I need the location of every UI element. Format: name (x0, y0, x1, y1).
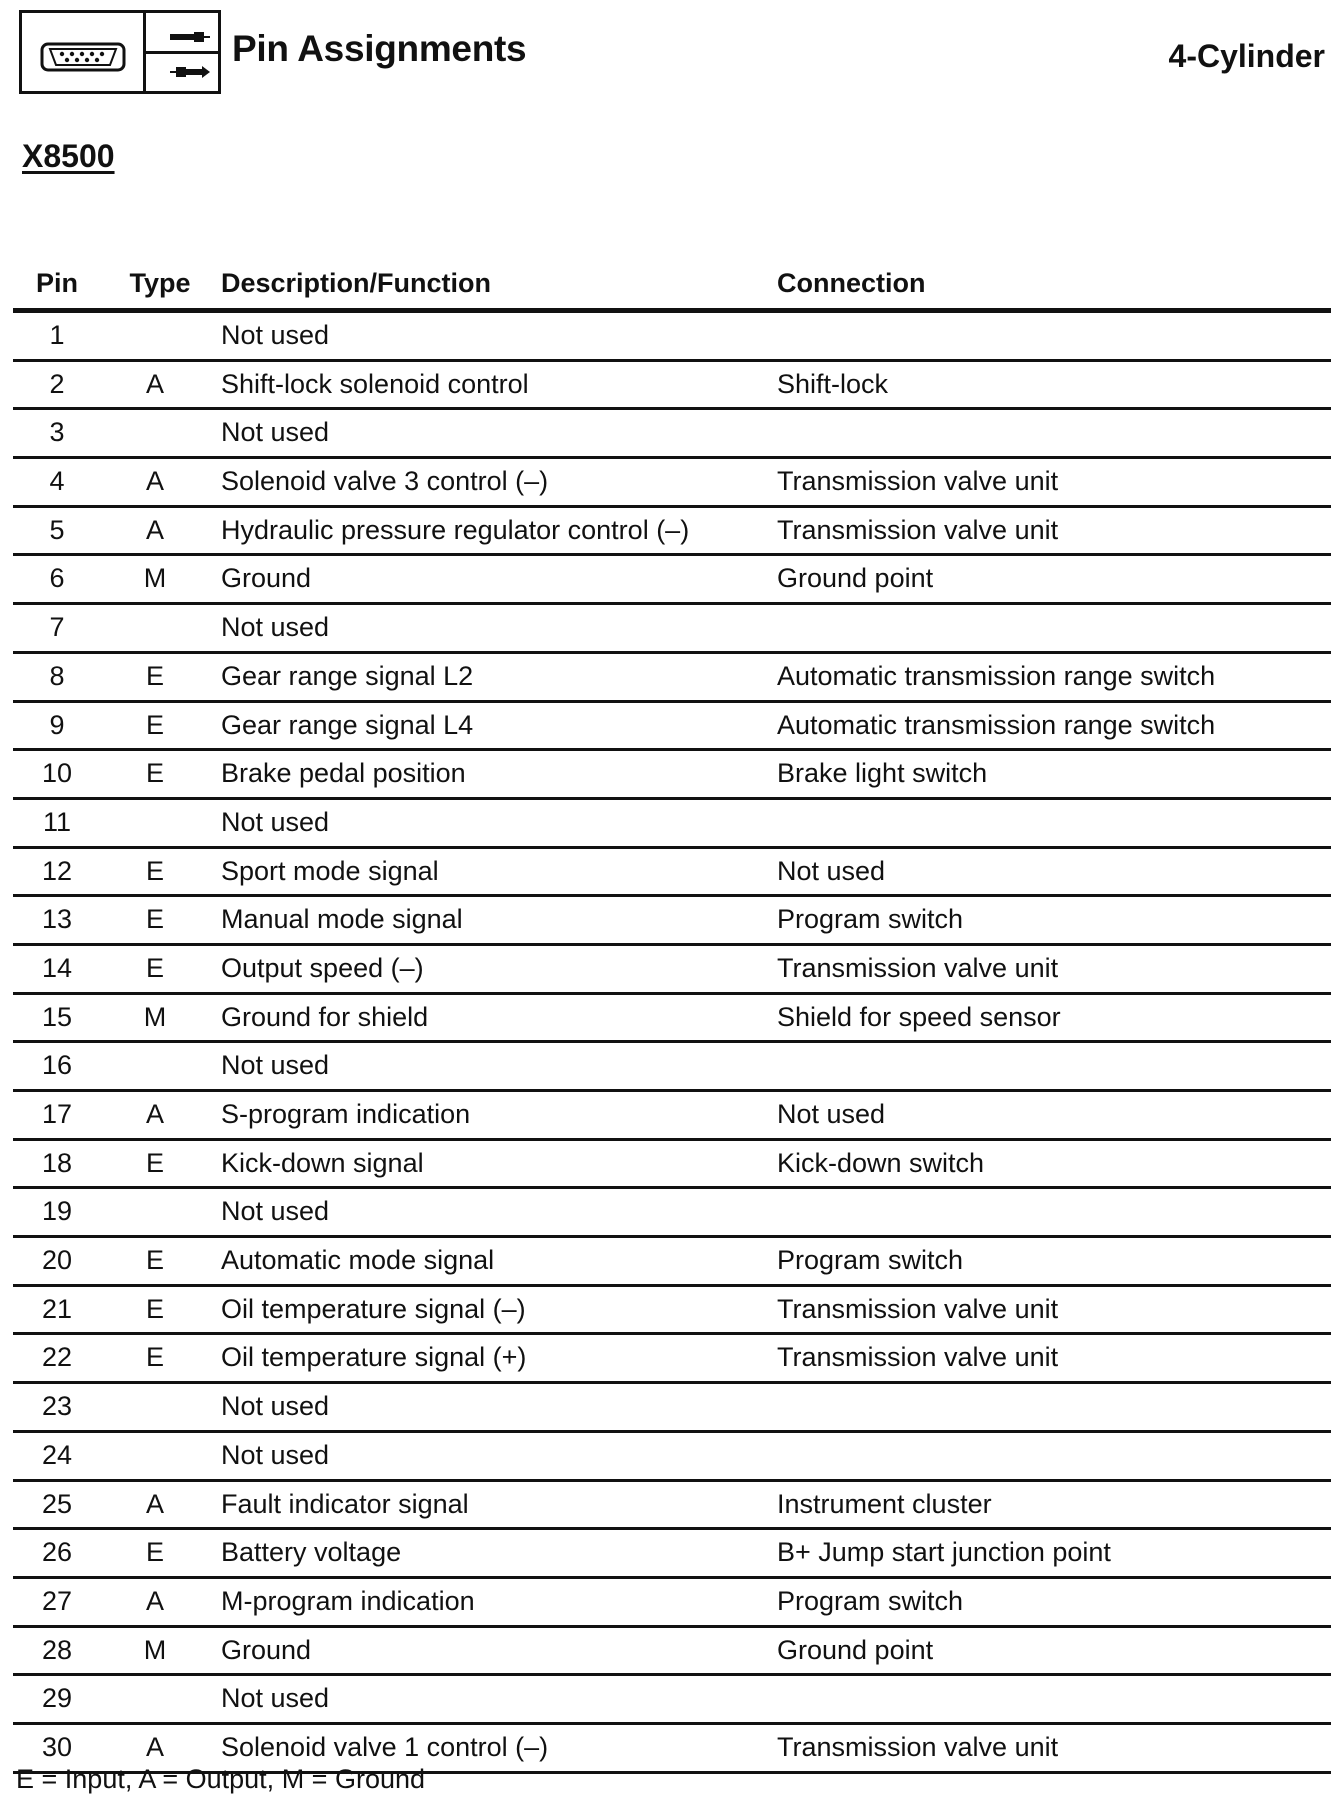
pin-cell: 28 (41, 1634, 73, 1665)
table-row (13, 703, 1331, 752)
table-row (13, 1384, 1331, 1433)
table-row (13, 1676, 1331, 1725)
pin-cell: 30 (41, 1731, 73, 1762)
table-row (13, 1141, 1331, 1190)
connection-cell: Transmission valve unit (777, 466, 1059, 497)
connection-cell: Ground point (777, 1634, 934, 1665)
pin-cell: 15 (41, 1001, 73, 1032)
description-cell: Output speed (–) (221, 952, 424, 983)
type-cell: A (145, 1099, 164, 1129)
type-cell: M (143, 563, 167, 594)
description-cell: Not used (221, 417, 330, 448)
table-row (13, 556, 1331, 605)
table-row (13, 897, 1331, 946)
type-cell: E (145, 855, 164, 886)
type-cell: E (145, 952, 164, 983)
table-row (13, 1189, 1331, 1238)
description-cell: Ground for shield (221, 1001, 429, 1032)
table-row (13, 946, 1331, 995)
pin-cell: 19 (41, 1196, 73, 1227)
pin-cell: 5 (49, 514, 65, 545)
table-row (13, 1628, 1331, 1677)
connection-cell: Ground point (777, 563, 934, 594)
description-cell: Battery voltage (221, 1537, 402, 1568)
type-cell: A (145, 466, 164, 497)
table-row (13, 1043, 1331, 1092)
pin-cell: 1 (49, 320, 65, 350)
type-cell: A (145, 1488, 164, 1519)
pin-cell: 4 (49, 466, 65, 497)
description-cell: Not used (221, 1050, 330, 1081)
connection-cell: Automatic transmission range switch (777, 709, 1216, 740)
table-row (13, 410, 1331, 459)
table-row (13, 849, 1331, 898)
type-cell: E (145, 1537, 164, 1568)
type-cell: A (145, 368, 164, 399)
pin-cell: 8 (49, 660, 65, 691)
page-title: Pin Assignments (232, 28, 527, 69)
connection-cell: Brake light switch (777, 758, 988, 789)
pin-cell: 23 (41, 1391, 73, 1422)
pin-cell: 9 (49, 709, 65, 740)
type-cell: E (145, 1245, 164, 1276)
connection-cell: B+ Jump start junction point (777, 1537, 1111, 1568)
pin-cell: 10 (41, 758, 73, 789)
connection-cell: Instrument cluster (777, 1488, 992, 1519)
pin-cell: 6 (49, 563, 65, 594)
pin-cell: 24 (41, 1439, 73, 1470)
description-cell: Not used (221, 1439, 330, 1470)
type-cell: A (145, 514, 164, 545)
type-cell: E (145, 1293, 164, 1324)
pin-cell: 7 (49, 612, 65, 643)
description-cell: Manual mode signal (221, 904, 463, 935)
engine-label: 4-Cylinder (1168, 38, 1325, 74)
description-cell: Hydraulic pressure regulator control (–) (221, 514, 690, 545)
table-row (13, 508, 1331, 557)
type-cell: E (145, 904, 164, 935)
connection-cell: Transmission valve unit (777, 1342, 1059, 1373)
description-cell: M-program indication (221, 1585, 475, 1616)
pin-cell: 26 (41, 1537, 73, 1568)
description-cell: Solenoid valve 1 control (–) (221, 1731, 549, 1762)
type-cell: A (145, 1731, 164, 1762)
description-cell: Fault indicator signal (221, 1488, 469, 1519)
arrow-out-icon (170, 29, 210, 45)
arrow-in-icon (170, 64, 210, 80)
table-row (13, 1579, 1331, 1628)
connector-icon (38, 40, 128, 74)
table-row (13, 1287, 1331, 1336)
description-cell: Sport mode signal (221, 855, 439, 886)
table-row (13, 313, 1331, 362)
description-cell: Not used (221, 1196, 330, 1227)
type-cell: E (145, 1147, 164, 1178)
pin-cell: 16 (41, 1050, 73, 1081)
connection-cell: Shield for speed sensor (777, 1001, 1061, 1032)
pin-cell: 20 (41, 1245, 73, 1276)
description-cell: Oil temperature signal (+) (221, 1342, 527, 1373)
table-row (13, 1335, 1331, 1384)
pin-cell: 27 (41, 1585, 73, 1616)
description-cell: Not used (221, 612, 330, 643)
type-cell: M (143, 1634, 167, 1665)
pin-cell: 13 (41, 904, 73, 935)
pin-cell: 3 (49, 417, 65, 448)
pin-cell: 11 (42, 806, 72, 837)
connection-cell: Transmission valve unit (777, 1731, 1059, 1762)
type-cell: E (145, 758, 164, 789)
connection-cell: Transmission valve unit (777, 514, 1059, 545)
connection-cell: Program switch (777, 1245, 964, 1276)
table-header (13, 262, 1331, 308)
pin-cell: 21 (41, 1293, 73, 1324)
description-cell: Shift-lock solenoid control (221, 368, 529, 399)
pin-cell: 2 (49, 368, 65, 399)
table-body (13, 313, 1331, 1774)
table-row (13, 995, 1331, 1044)
column-header-description: Description/Function (221, 268, 491, 298)
description-cell: Solenoid valve 3 control (–) (221, 466, 549, 497)
connector-id: X8500 (22, 138, 115, 174)
description-cell: Ground (221, 1634, 312, 1665)
column-header-type: Type (129, 268, 191, 298)
type-cell: E (145, 709, 164, 740)
table-row (13, 1530, 1331, 1579)
table-row (13, 605, 1331, 654)
table-row (13, 1482, 1331, 1531)
description-cell: Ground (221, 563, 312, 594)
connection-cell: Not used (777, 855, 886, 886)
pin-cell: 22 (41, 1342, 73, 1373)
connection-cell: Transmission valve unit (777, 1293, 1059, 1324)
pin-table (13, 262, 1331, 1774)
pin-cell: 14 (41, 952, 73, 983)
connection-cell: Program switch (777, 904, 964, 935)
table-row (13, 1433, 1331, 1482)
pin-cell: 17 (41, 1099, 73, 1129)
description-cell: S-program indication (221, 1099, 471, 1129)
description-cell: Not used (221, 806, 330, 837)
description-cell: Not used (221, 320, 330, 350)
pin-cell: 25 (41, 1488, 73, 1519)
connection-cell: Program switch (777, 1585, 964, 1616)
type-cell: M (143, 1001, 167, 1032)
description-cell: Not used (221, 1683, 330, 1714)
description-cell: Kick-down signal (221, 1147, 424, 1178)
description-cell: Gear range signal L4 (221, 709, 474, 740)
connection-cell: Not used (777, 1099, 886, 1129)
description-cell: Automatic mode signal (221, 1245, 495, 1276)
type-legend: E = Input, A = Output, M = Ground (16, 1764, 426, 1794)
connection-cell: Kick-down switch (777, 1147, 985, 1178)
description-cell: Oil temperature signal (–) (221, 1293, 526, 1324)
column-header-connection: Connection (777, 268, 926, 298)
description-cell: Not used (221, 1391, 330, 1422)
table-row (13, 1238, 1331, 1287)
table-row (13, 654, 1331, 703)
table-row (13, 1092, 1331, 1141)
table-row (13, 800, 1331, 849)
table-row (13, 751, 1331, 800)
type-cell: E (145, 660, 164, 691)
column-header-pin: Pin (35, 268, 78, 298)
connection-cell: Automatic transmission range switch (777, 660, 1216, 691)
connection-cell: Transmission valve unit (777, 952, 1059, 983)
pin-assignment-icon-box (19, 10, 221, 94)
description-cell: Gear range signal L2 (221, 660, 474, 691)
connection-cell: Shift-lock (777, 368, 889, 399)
pin-cell: 18 (41, 1147, 73, 1178)
type-cell: E (145, 1342, 164, 1373)
table-row (13, 362, 1331, 411)
description-cell: Brake pedal position (221, 758, 466, 789)
table-row (13, 459, 1331, 508)
pin-cell: 29 (41, 1683, 73, 1714)
pin-cell: 12 (41, 855, 73, 886)
type-cell: A (145, 1585, 164, 1616)
